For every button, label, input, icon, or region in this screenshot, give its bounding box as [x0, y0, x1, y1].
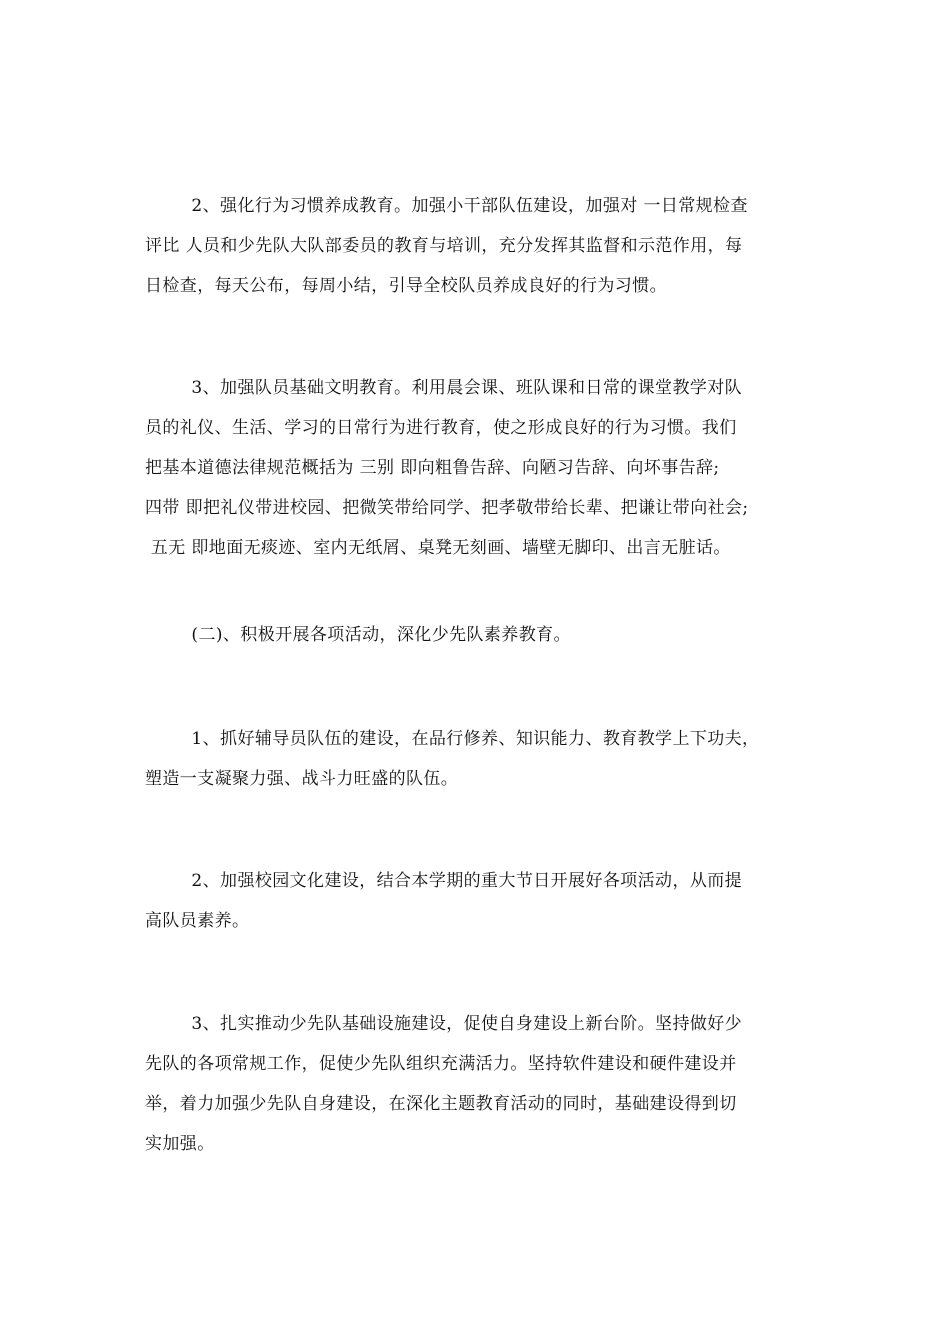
text-line: 2、强化行为习惯养成教育。加强小干部队伍建设，加强对 一日常规检查	[145, 196, 748, 216]
paragraph-campus-culture	[145, 861, 835, 941]
paragraph-counselor-team	[145, 719, 835, 799]
text-line: (二)、积极开展各项活动，深化少先队素养教育。	[145, 625, 571, 645]
text-line: 高队员素养。	[145, 911, 250, 931]
text-line: 员的礼仪、生活、学习的日常行为进行教育，使之形成良好的行为习惯。我们	[145, 418, 737, 438]
text-line: 五无 即地面无痰迹、室内无纸屑、桌凳无刻画、墙壁无脚印、出言无脏话。	[145, 538, 731, 558]
section-heading-activities	[145, 615, 835, 655]
paragraph-infrastructure	[145, 1004, 835, 1164]
text-line: 把基本道德法律规范概括为 三别 即向粗鲁告辞、向陋习告辞、向坏事告辞;	[145, 458, 720, 478]
paragraph-civility-education	[145, 368, 835, 568]
text-line: 实加强。	[145, 1134, 215, 1154]
paragraph-behavior-habits	[145, 186, 835, 306]
text-line: 四带 即把礼仪带进校园、把微笑带给同学、把孝敬带给长辈、把谦让带向社会;	[145, 498, 749, 518]
text-line: 塑造一支凝聚力强、战斗力旺盛的队伍。	[145, 769, 459, 789]
text-line: 2、加强校园文化建设，结合本学期的重大节日开展好各项活动，从而提	[145, 871, 743, 891]
text-line: 3、加强队员基础文明教育。利用晨会课、班队课和日常的课堂教学对队	[145, 378, 743, 398]
text-line: 日检查，每天公布，每周小结，引导全校队员养成良好的行为习惯。	[145, 276, 667, 296]
text-line: 评比 人员和少先队大队部委员的教育与培训，充分发挥其监督和示范作用，每	[145, 236, 743, 256]
text-line: 先队的各项常规工作，促使少先队组织充满活力。坚持软件建设和硬件建设并	[145, 1054, 737, 1074]
text-line: 3、扎实推动少先队基础设施建设，促使自身建设上新台阶。坚持做好少	[145, 1014, 743, 1034]
text-line: 举，着力加强少先队自身建设，在深化主题教育活动的同时，基础建设得到切	[145, 1094, 737, 1114]
text-line: 1、抓好辅导员队伍的建设，在品行修养、知识能力、教育教学上下功夫，	[145, 729, 760, 749]
